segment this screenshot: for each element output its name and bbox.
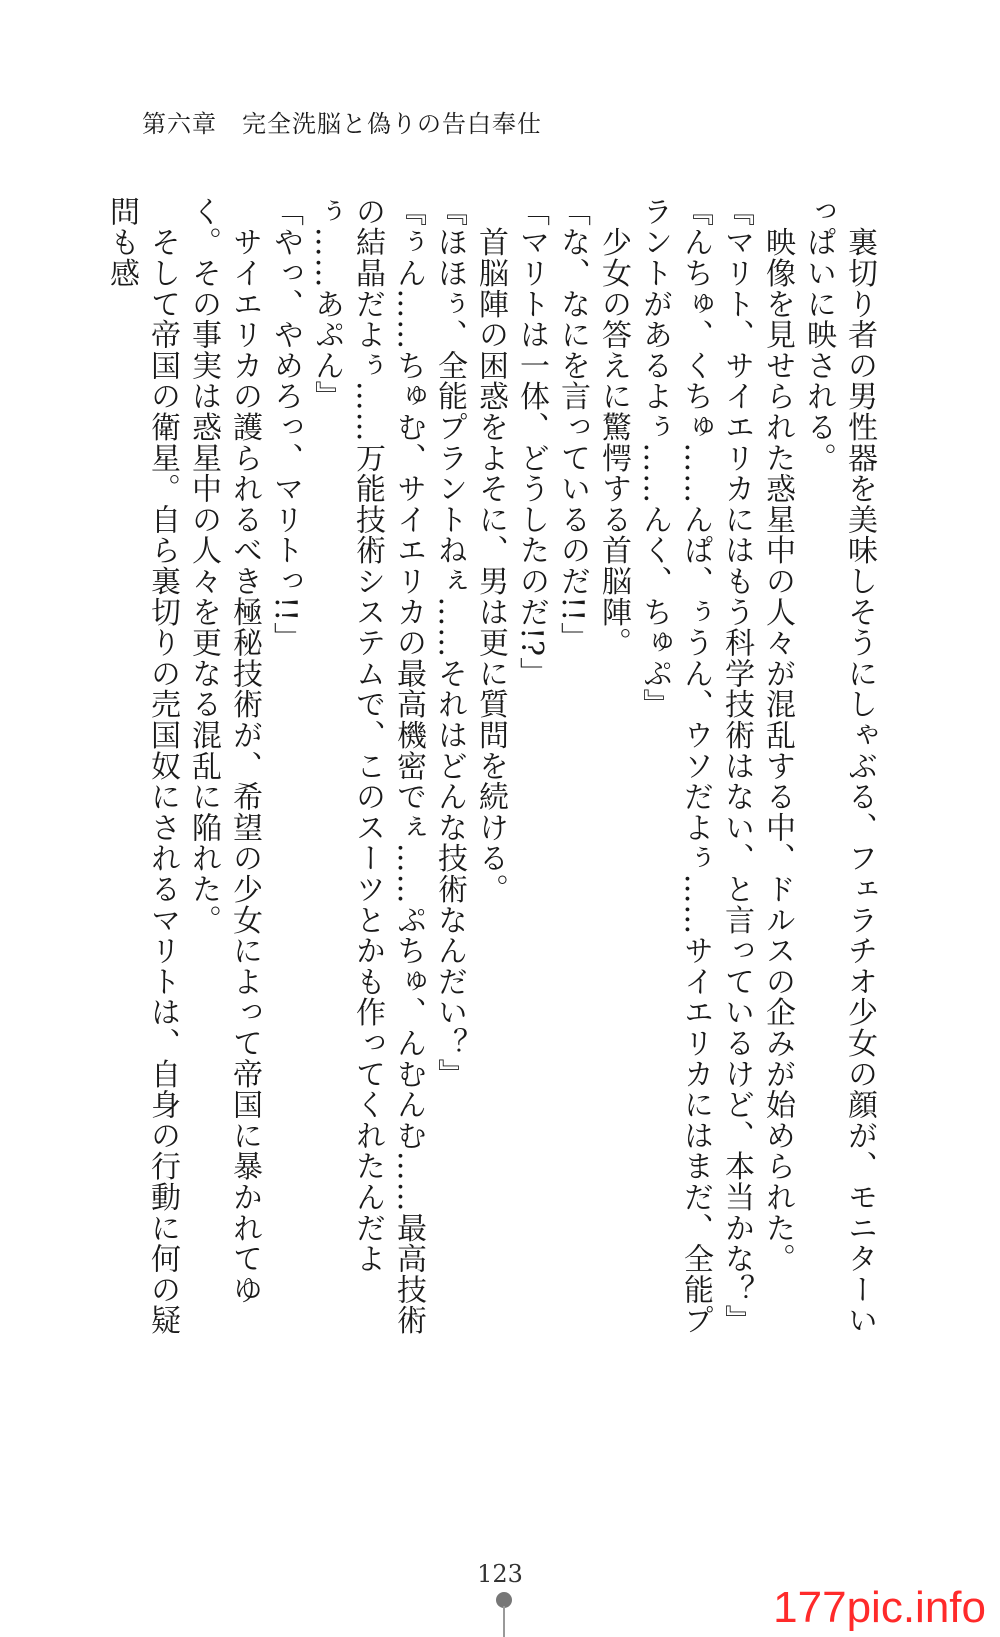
paragraph: そして帝国の衛星。自ら裏切りの売国奴にされるマリトは、自身の行動に何の疑問も感 (104, 196, 180, 1336)
paragraph: 『んちゅ、くちゅ……んぱ、ぅうん、ウソだよぅ……サイエリカにはまだ、全能プラントがあるよぅ……んく、ちゅぷ』 (637, 196, 713, 1336)
folio-ornament-icon (496, 1592, 512, 1637)
paragraph: 『ぅん……ちゅむ、サイエリカの最高機密でぇ……ぷちゅ、んむんむ……最高技術の結晶だよぅ……万能技術システムで、このスーツとかも作ってくれたんだよぅ……あぷん』 (309, 196, 426, 1336)
watermark-text: 177pic.info (773, 1583, 986, 1632)
paragraph: 裏切り者の男性器を美味しそうにしゃぶる、フェラチオ少女の顔が、モニターいっぱいに映される。 (801, 196, 877, 1336)
paragraph: 「やっ、やめろっ、マリトっ!!」 (268, 196, 303, 653)
paragraph: 『マリト、サイエリカにはもう科学技術はない、と言っているけど、本当かな？』 (719, 196, 754, 1336)
paragraph: 「な、なにを言っているのだ!!」 (555, 196, 590, 653)
page-number: 123 (477, 1560, 523, 1588)
paragraph: サイエリカの護られるべき極秘技術が、希望の少女によって帝国に暴かれてゆく。その事実は惑星中の人々を更なる混乱に陥れた。 (186, 196, 262, 1305)
body-text (104, 196, 880, 1356)
paragraph: 首脳陣の困惑をよそに、男は更に質問を続ける。 (473, 196, 508, 905)
paragraph: 「マリトは一体、どうしたのだ!?」 (514, 196, 549, 688)
ornament-stem (503, 1606, 505, 1637)
paragraph: 映像を見せられた惑星中の人々が混乱する中、ドルスの企みが始められた。 (760, 196, 795, 1274)
running-head: 第六章 完全洗脳と偽りの告白奉仕 (142, 110, 542, 138)
paragraph: 少女の答えに驚愕する首脳陣。 (596, 196, 631, 658)
paragraph: 『ほほぅ、全能プラントねぇ……それはどんな技術なんだい？』 (432, 196, 467, 1090)
